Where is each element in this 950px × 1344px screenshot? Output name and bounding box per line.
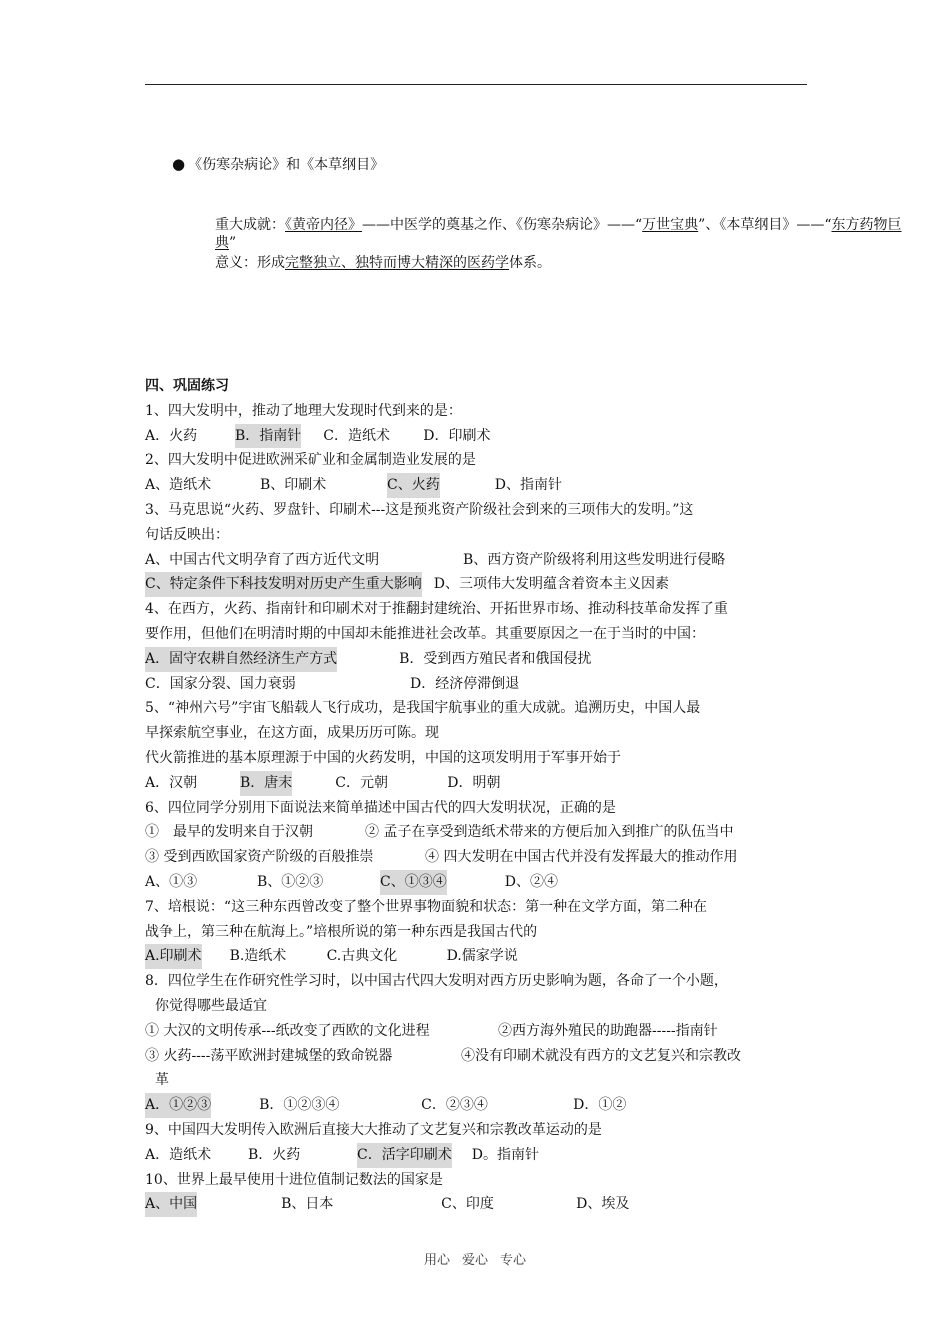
q8-option-b: B．①②③④ (259, 1097, 340, 1114)
q3-option-d: D、三项伟大发明蕴含着资本主义因素 (433, 576, 669, 593)
q3-option-c: C、特定条件下科技发明对历史产生重大影响 (145, 572, 422, 597)
q6-option-c: C、①③④ (380, 870, 447, 895)
meaning-end: 体系。 (509, 255, 551, 271)
exercise-section (145, 374, 825, 1217)
achievement-book1: 《黄帝内径》 (285, 217, 362, 233)
q8-option-d: D．①② (573, 1097, 627, 1114)
q10-option-b: B、日本 (281, 1196, 334, 1213)
q9-option-d: D。指南针 (471, 1146, 539, 1163)
q5-stem-line3: 代火箭推进的基本原理源于中国的火药发明，中国的这项发明用于军事开始于 (145, 749, 621, 766)
q4-option-c: C．国家分裂、国力衰弱 (145, 675, 296, 692)
q2-option-c: C、火药 (387, 473, 440, 498)
meaning-term: 完整独立、独特而博大精深的医药学 (285, 255, 509, 271)
q1-option-b: B．指南针 (235, 424, 301, 449)
footer-word-1: 用心 (423, 1253, 450, 1268)
footer-word-3: 专心 (500, 1253, 527, 1268)
achievement-mid2: ”、《本草纲目》——“ (698, 217, 832, 233)
q5-option-d: D．明朝 (447, 774, 501, 791)
achievement-line (215, 217, 901, 251)
q8-statement-4a: ④没有印刷术就没有西方的文艺复兴和宗教改 (461, 1047, 741, 1064)
achievement-term2: 东方药物巨典 (215, 217, 902, 251)
q9-stem: 9、中国四大发明传入欧洲后直接大大推动了文艺复兴和宗教改革运动的是 (145, 1121, 602, 1138)
q7-option-b: B.造纸术 (229, 948, 287, 965)
q9-option-b: B．火药 (248, 1146, 301, 1163)
q6-statement-2: ② 孟子在享受到造纸术带来的方便后加入到推广的队伍当中 (365, 824, 734, 841)
q9-option-a: A．造纸术 (145, 1146, 212, 1163)
q6-option-a: A、①③ (145, 873, 198, 890)
footer-word-2: 爱心 (461, 1253, 488, 1268)
q5-option-c: C．元朝 (335, 774, 389, 791)
q1-option-a: A．火药 (145, 427, 198, 444)
page-footer (0, 1249, 950, 1268)
achievement-end: ” (229, 235, 237, 251)
q6-option-d: D、②④ (504, 873, 558, 890)
bullet-text: 《伤寒杂病论》和《本草纲目》 (188, 157, 385, 173)
q3-stem-line2: 句话反映出： (145, 526, 229, 543)
q4-option-b: B．受到西方殖民者和俄国侵扰 (399, 650, 592, 667)
meaning-prefix: 意义：形成 (215, 255, 285, 271)
q7-option-d: D.儒家学说 (446, 948, 518, 965)
q4-options-ab (145, 647, 825, 672)
q8-statement-4b: 革 (155, 1072, 169, 1089)
q6-statements-34 (145, 845, 825, 870)
achievement-term1: 万世宝典 (642, 217, 699, 233)
medicine-summary (215, 216, 915, 272)
q8-option-a: A．①②③ (145, 1093, 211, 1118)
q1-option-c: C．造纸术 (323, 427, 391, 444)
q4-options-cd (145, 672, 825, 697)
q2-options (145, 473, 825, 498)
meaning-line (215, 254, 915, 272)
q2-option-b: B、印刷术 (260, 477, 327, 494)
q5-stem-line1: 5、“神州六号”宇宙飞船载人飞行成功，是我国宇航事业的重大成就。追溯历史，中国人最 (145, 700, 701, 717)
q8-statements-34 (145, 1044, 825, 1069)
q8-options (145, 1093, 825, 1118)
q8-stem-line1: 8．四位学生在作研究性学习时，以中国古代四大发明对西方历史影响为题，各命了一个小题， (145, 973, 728, 990)
achievement-mid1: ——中医学的奠基之作、《伤寒杂病论》——“ (362, 217, 643, 233)
q10-option-a: A、中国 (145, 1192, 197, 1217)
q10-stem: 10、世界上最早使用十进位值制记数法的国家是 (145, 1171, 443, 1188)
q7-option-c: C.古典文化 (326, 948, 398, 965)
section-bullet (172, 154, 384, 174)
q2-option-a: A、造纸术 (145, 477, 212, 494)
q3-options-cd (145, 572, 825, 597)
q6-statement-3: ③ 受到西欧国家资产阶级的百般推崇 (145, 849, 374, 866)
q5-option-a: A．汉朝 (145, 774, 198, 791)
q5-stem-line2: 早探索航空事业，在这方面，成果历历可陈。现 (145, 725, 439, 742)
q7-options (145, 944, 825, 969)
q4-stem-line1: 4、在西方，火药、指南针和印刷术对于推翻封建统治、开拓世界市场、推动科技革命发挥了重 (145, 601, 728, 618)
q3-stem-line1: 3、马克思说“火药、罗盘针、印刷术---这是预兆资产阶级社会到来的三项伟大的发明。”这 (145, 501, 694, 518)
q6-statement-1: ① 最早的发明来自于汉朝 (145, 824, 313, 841)
q7-stem-line1: 7、培根说：“这三种东西曾改变了整个世界事物面貌和状态：第一种在文学方面，第二种在 (145, 898, 708, 915)
q6-statement-4: ④ 四大发明在中国古代并没有发挥最大的推动作用 (425, 849, 738, 866)
q9-option-c: C．活字印刷术 (357, 1143, 452, 1168)
q2-stem: 2、四大发明中促进欧洲采矿业和金属制造业发展的是 (145, 452, 476, 469)
q10-options (145, 1192, 825, 1217)
q5-option-b: B．唐末 (240, 771, 292, 796)
q8-statement-2: ②西方海外殖民的助跑器-----指南针 (498, 1022, 718, 1039)
q1-options (145, 424, 825, 449)
q8-statement-3: ③ 火药----荡平欧洲封建城堡的致命锐器 (145, 1047, 393, 1064)
q6-statements-12 (145, 820, 825, 845)
q8-stem-line2: 你觉得哪些最适宜 (155, 997, 267, 1014)
q6-option-b: B、①②③ (257, 873, 324, 890)
bullet-dot-icon: ● (172, 155, 186, 173)
q3-option-b: B、西方资产阶级将利用这些发明进行侵略 (463, 551, 726, 568)
q3-option-a: A、中国古代文明孕育了西方近代文明 (145, 551, 380, 568)
q10-option-d: D、埃及 (576, 1196, 630, 1213)
q1-option-d: D．印刷术 (423, 427, 491, 444)
q4-option-d: D．经济停滞倒退 (410, 675, 520, 692)
q7-option-a: A.印刷术 (145, 944, 202, 969)
q4-stem-line2: 要作用，但他们在明清时期的中国却未能推进社会改革。其重要原因之一在于当时的中国： (145, 625, 705, 642)
q8-statement-1: ① 大汉的文明传承---纸改变了西欧的文化进程 (145, 1022, 430, 1039)
header-rule (145, 84, 807, 85)
q3-options-ab (145, 548, 825, 573)
achievement-prefix: 重大成就： (215, 217, 285, 233)
q1-stem: 1、四大发明中，推动了地理大发现时代到来的是： (145, 402, 462, 419)
q5-options (145, 771, 825, 796)
q7-stem-line2: 战争上，第三种在航海上。”培根所说的第一种东西是我国古代的 (145, 923, 538, 940)
q2-option-d: D、指南针 (494, 477, 562, 494)
q6-options (145, 870, 825, 895)
q10-option-c: C、印度 (441, 1196, 494, 1213)
section-heading: 四、巩固练习 (145, 378, 229, 394)
q4-option-a: A．固守农耕自然经济生产方式 (145, 647, 337, 672)
q6-stem: 6、四位同学分别用下面说法来简单描述中国古代的四大发明状况，正确的是 (145, 799, 616, 816)
q8-statements-12 (145, 1019, 825, 1044)
q8-option-c: C．②③④ (421, 1097, 488, 1114)
q9-options (145, 1143, 825, 1168)
